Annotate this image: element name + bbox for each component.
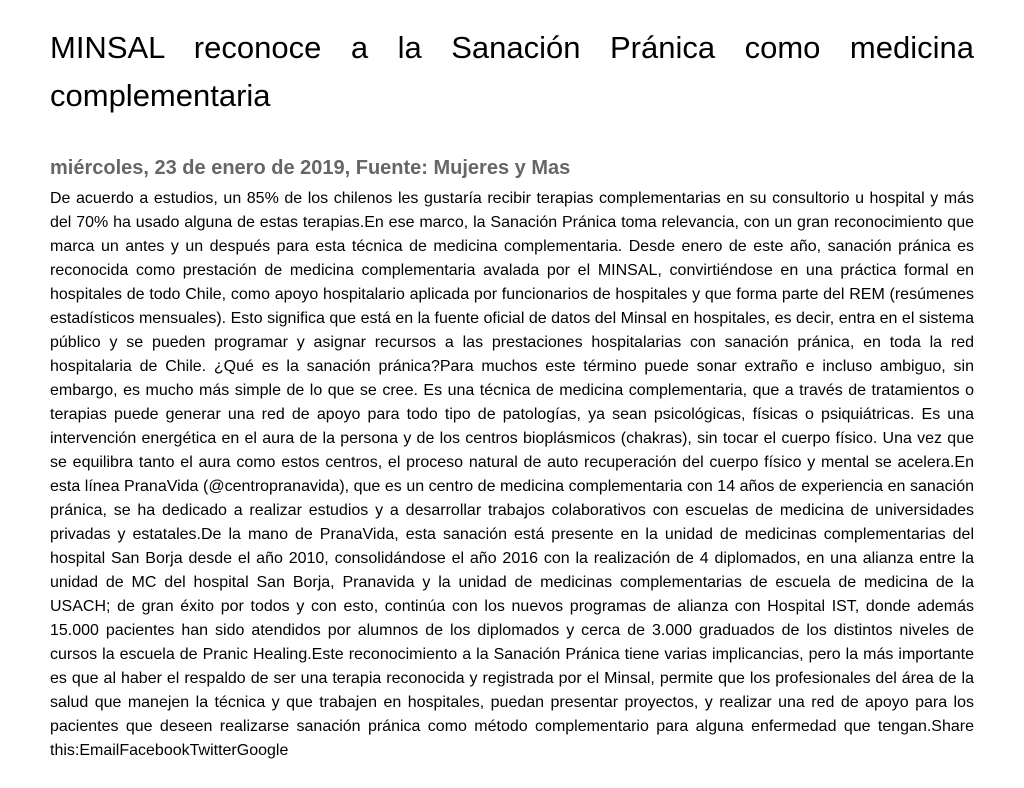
share-email-link[interactable]: Email <box>79 742 120 759</box>
article-body <box>50 187 974 763</box>
share-label: Share this: <box>50 718 974 759</box>
share-twitter-link[interactable]: Twitter <box>189 742 237 759</box>
article <box>50 24 974 763</box>
share-facebook-link[interactable]: Facebook <box>119 742 190 759</box>
article-body-text: De acuerdo a estudios, un 85% de los chilenos les gustaría recibir terapias complementarias en su consultorio u hospital y más del 70% ha usado alguna de estas terapias.En ese marco, la Sanación Pránica toma relevancia, con un gran reconocimiento que marca un antes y un después para esta técnica de medicina complementaria. Desde enero de este año, sanación pránica es reconocida como prestación de medicina complementaria avalada por el MINSAL, convirtiéndose en una práctica formal en hospitales de todo Chile, como apoyo hospitalario aplicada por funcionarios de hospitales y que forma parte del REM (resúmenes estadísticos mensuales). Esto significa que está en la fuente oficial de datos del Minsal en hospitales, es decir, entra en el sistema público y se pueden programar y asignar recursos a las prestaciones hospitalarias con sanación pránica, en toda la red hospitalaria de Chile. ¿Qué es la sanación pránica?Para muchos este término puede sonar extraño e incluso ambiguo, sin embargo, es mucho más simple de lo que se cree. Es una técnica de medicina complementaria, que a través de tratamientos o terapias puede generar una red de apoyo para todo tipo de patologías, ya sean psicológicas, físicas o psiquiátricas. Es una intervención energética en el aura de la persona y de los centros bioplásmicos (chakras), sin tocar el cuerpo físico. Una vez que se equilibra tanto el aura como estos centros, el proceso natural de auto recuperación del cuerpo físico y mental se acelera.En esta línea PranaVida (@centropranavida), que es un centro de medicina complementaria con 14 años de experiencia en sanación pránica, se ha dedicado a realizar estudios y a desarrollar trabajos colaborativos con escuelas de medicina de universidades privadas y estatales.De la mano de PranaVida, esta sanación está presente en la unidad de medicinas complementarias del hospital San Borja desde el año 2010, consolidándose el año 2016 con la realización de 4 diplomados, en una alianza entre la unidad de MC del hospital San Borja, Pranavida y la unidad de medicinas complementarias de escuela de medicina de la USACH; de gran éxito por todos y con esto, continúa con los nuevos programas de alianza con Hospital IST, donde además 15.000 pacientes han sido atendidos por alumnos de los diplomados y cerca de 3.000 graduados de los distintos niveles de cursos la escuela de Pranic Healing.Este reconocimiento a la Sanación Pránica tiene varias implicancias, pero la más importante es que al haber el respaldo de ser una terapia reconocida y registrada por el Minsal, permite que los profesionales del área de la salud que manejen la técnica y que trabajen en hospitales, puedan presentar proyectos, y realizar una red de apoyo para los pacientes que deseen realizarse sanación pránica como método complementario para alguna enfermedad que tengan. <box>50 190 974 735</box>
share-google-link[interactable]: Google <box>236 742 289 759</box>
article-date-source: miércoles, 23 de enero de 2019, Fuente: Mujeres y Mas <box>50 157 571 179</box>
article-title: MINSAL reconoce a la Sanación Pránica como medicina complementaria <box>50 30 974 113</box>
